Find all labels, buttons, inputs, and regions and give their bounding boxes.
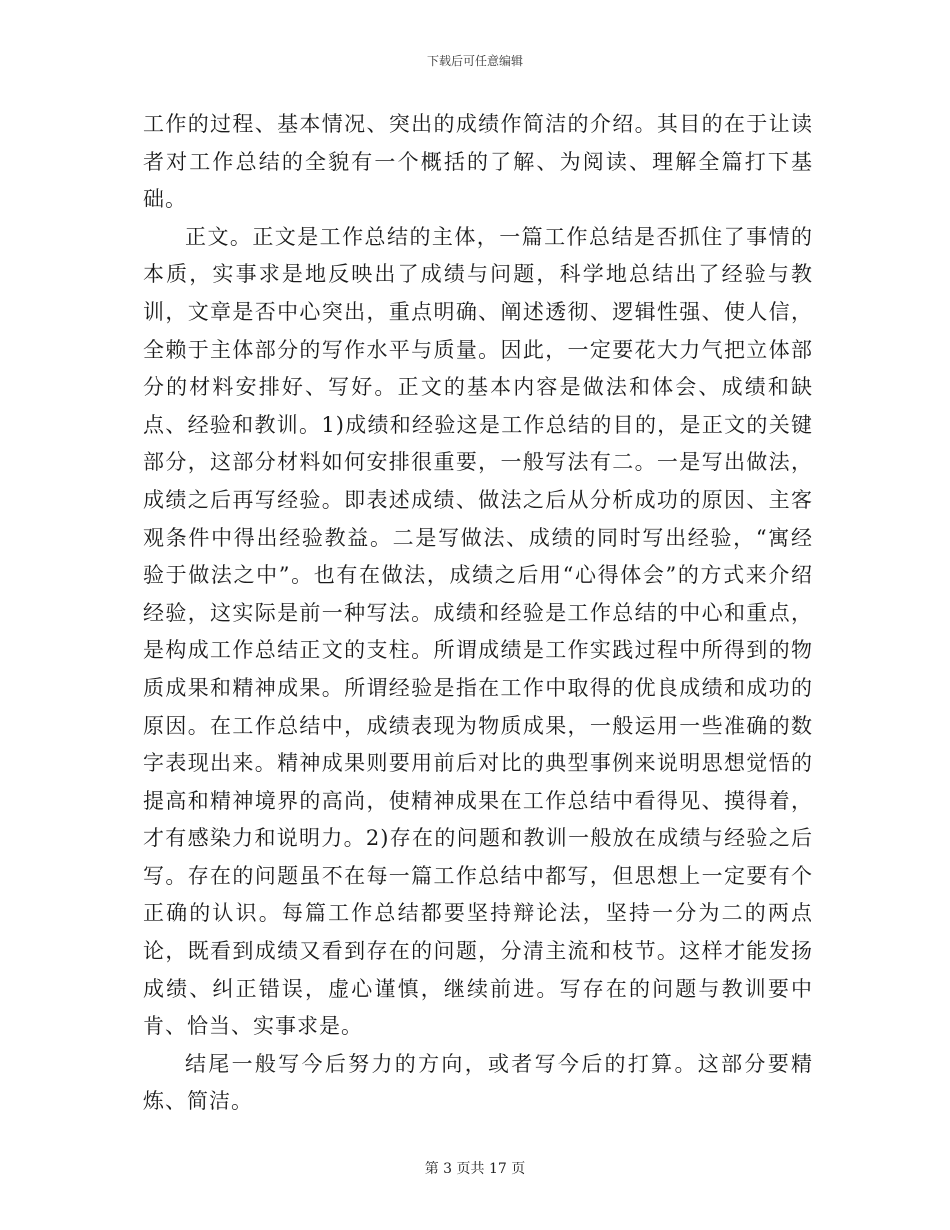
document-body	[143, 106, 813, 1121]
paragraph-conclusion: 结尾一般写今后努力的方向，或者写今后的打算。这部分要精炼、简洁。	[143, 1051, 813, 1114]
paragraph-main-body: 正文。正文是工作总结的主体，一篇工作总结是否抓住了事情的本质，实事求是地反映出了成绩与问题，科学地总结出了经验与教训，文章是否中心突出，重点明确、阐述透彻、逻辑性强、使人信，全赖于主体部分的写作水平与质量。因此，一定要花大力气把立体部分的材料安排好、写好。正文的基本内容是做法和体会、成绩和缺点、经验和教训。1)成绩和经验这是工作总结的目的，是正文的关键部分，这部分材料如何安排很重要，一般写法有二。一是写出做法，成绩之后再写经验。即表述成绩、做法之后从分析成功的原因、主客观条件中得出经验教益。二是写做法、成绩的同时写出经验，“寓经验于做法之中”。也有在做法，成绩之后用“心得体会”的方式来介绍经验，这实际是前一种写法。成绩和经验是工作总结的中心和重点，是构成工作总结正文的支柱。所谓成绩是工作实践过程中所得到的物质成果和精神成果。所谓经验是指在工作中取得的优良成绩和成功的原因。在工作总结中，成绩表现为物质成果，一般运用一些准确的数字表现出来。精神成果则要用前后对比的典型事例来说明思想觉悟的提高和精神境界的高尚，使精神成果在工作总结中看得见、摸得着，才有感染力和说明力。2)存在的问题和教训一般放在成绩与经验之后写。存在的问题虽不在每一篇工作总结中都写，但思想上一定要有个正确的认识。每篇工作总结都要坚持辩论法，坚持一分为二的两点论，既看到成绩又看到存在的问题，分清主流和枝节。这样才能发扬成绩、纠正错误，虚心谨慎，继续前进。写存在的问题与教训要中肯、恰当、实事求是。	[143, 224, 813, 1039]
paragraph-intro-continued: 工作的过程、基本情况、突出的成绩作简洁的介绍。其目的在于让读者对工作总结的全貌有一个概括的了解、为阅读、理解全篇打下基础。	[143, 112, 813, 212]
page-header: 下载后可任意编辑	[426, 54, 523, 68]
page-footer: 第 3 页共 17 页	[424, 1161, 526, 1177]
